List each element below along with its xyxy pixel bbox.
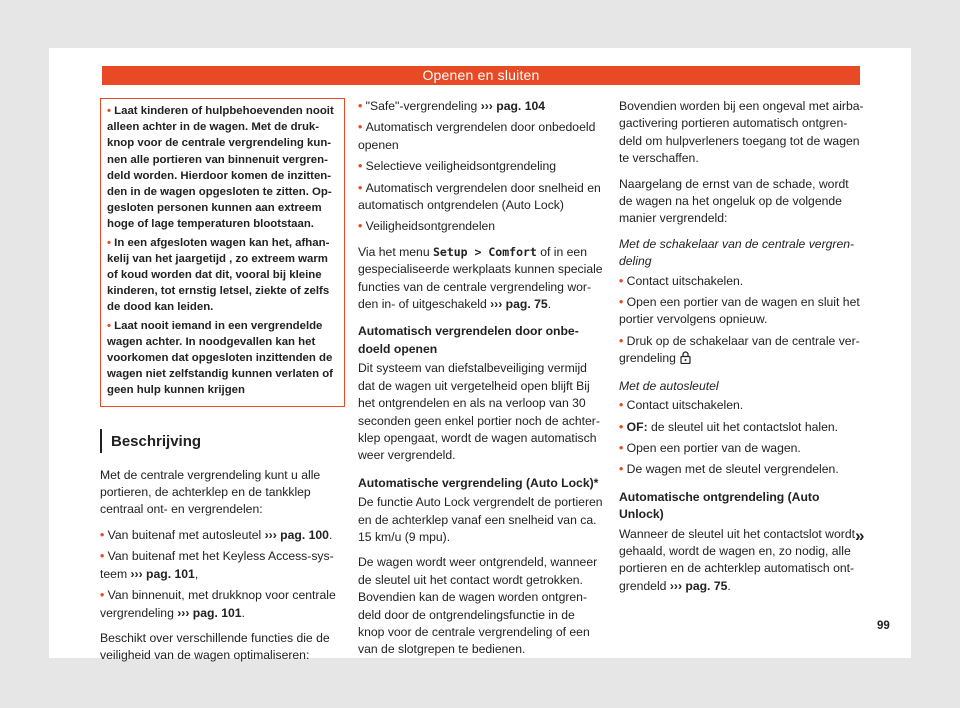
list-item: • Open een portier van de wagen. (619, 440, 801, 455)
menu-path: Setup > Comfort (432, 244, 537, 259)
page-header-title: Openen en sluiten (102, 66, 860, 85)
page-reference-link[interactable]: ››› pag. 75 (669, 578, 728, 593)
list-item: • Automatisch vergrendelen door snelheid en automatisch ontgrendelen (Auto Lock) (358, 180, 601, 213)
manual-page (49, 48, 911, 663)
page-reference-link[interactable]: ››› pag. 100 (264, 527, 329, 542)
italic-heading: Met de schakelaar van de centrale vergrendeling (619, 236, 855, 269)
list-item: • Druk op de schakelaar van de centrale vergrendeling (619, 333, 864, 370)
lock-icon (680, 351, 691, 369)
list-item: • Van buitenaf met autosleutel ››› pag. 100. (100, 527, 333, 542)
list-item: • De wagen met de sleutel vergrendelen. (619, 462, 839, 477)
subheading: Automatische vergrendeling (Auto Lock)* (358, 475, 599, 490)
menu-paragraph: Via het menu Setup > Comfort of in een gespecialiseerde werkplaats kunnen speciale functies van de centrale vergrendeling worden in- of uitgeschakeld ››› pag. 75. (358, 244, 603, 312)
outro-paragraph: Beschikt over verschillende functies die de veiligheid van de wagen optimaliseren: (100, 630, 330, 663)
paragraph: Wanneer de sleutel uit het contactslot wordt gehaald, wordt de wagen en, zo nodig, alle portieren en de achterklep automatisch ontgrendeld ››› pag. 75. (619, 526, 855, 593)
warning-item: • In een afgesloten wagen kan het, afhankelij van het jaargetijd , zo extreem warm of koud worden dat dit, vooral bij kleine kinderen, tot ernstig letsel, ziekte of zelfs de dood kan leiden. (107, 236, 330, 314)
paragraph: Dit systeem van diefstalbeveiliging vermijd dat de wagen uit vergetelheid open blijft Bij het ontgrendelen en als na verloop van 30 seconden geen enkel portier noch de achterklep opengaat, wordt de wagen automatisch weer vergrendeld. (358, 361, 600, 463)
list-item: • OF: de sleutel uit het contactslot halen. (619, 419, 839, 434)
italic-heading: Met de autosleutel (619, 378, 719, 393)
page-reference-link[interactable]: ››› pag. 75 (490, 297, 548, 312)
list-item: • Contact uitschakelen. (619, 273, 744, 288)
page-reference-link[interactable]: ››› pag. 101 (130, 566, 195, 581)
list-item: • Automatisch vergrendelen door onbedoeld openen (358, 120, 596, 152)
list-item: • Van binnenuit, met drukknop voor centrale vergrendeling ››› pag. 101. (100, 588, 336, 620)
subheading: Automatische ontgrendeling (Auto Unlock) (619, 489, 820, 522)
paragraph: De wagen wordt weer ontgrendeld, wanneer de sleutel uit het contact wordt getrokken. Bovendien kan de wagen worden ontgrendeld door de ontgrendelingsfunctie in de knop voor de centrale vergrendeling of een van de slotgrepen te bedienen. (358, 555, 598, 657)
intro-paragraph: Met de centrale vergrendeling kunt u alle portieren, de achterklep en de tankklep centraal ont- en vergrendelen: (100, 467, 321, 517)
page-reference-link[interactable]: ››› pag. 104 (480, 99, 546, 113)
column-2 (358, 98, 603, 667)
warning-item: • Laat kinderen of hulpbehoevenden nooit alleen achter in de wagen. Met de drukknop voor de centrale vergrendeling kunnen alle portieren van binnenuit vergrendeld worden. Hierdoor komen de inzittenden in de wagen opgesloten te zitten. Opgesloten personen kunnen aan extreem hoge of lage temperaturen blootstaan. (107, 105, 334, 231)
list-item: • Veiligheidsontgrendelen (358, 219, 496, 234)
list-item: • "Safe"-vergrendeling ››› pag. 104 (358, 99, 546, 113)
column-3 (619, 98, 864, 603)
paragraph: De functie Auto Lock vergrendelt de portieren en de achterklep vanaf een snelheid van ca. 15 km/u (9 mpu). (358, 495, 603, 544)
continue-arrow-icon: » (855, 526, 865, 545)
section-title: Beschrijving (100, 429, 345, 453)
warning-item: • Laat nooit iemand in een vergrendelde wagen achter. In noodgevallen kan het voorkomen dat opgesloten inzittenden de wagen niet zelfstandig kunnen verlaten of geen hulp kunnen krijgen (107, 319, 333, 397)
page-reference-link[interactable]: ››› pag. 101 (177, 605, 242, 620)
warning-box (100, 98, 345, 407)
list-item: • Open een portier van de wagen en sluit het portier vervolgens opnieuw. (619, 295, 860, 327)
paragraph: Naargelang de ernst van de schade, wordt de wagen na het ongeluk op de volgende manier vergrendeld: (619, 176, 849, 226)
list-item: • Van buitenaf met het Keyless Access-systeem ››› pag. 101, (100, 549, 334, 581)
column-1 (100, 98, 345, 673)
page-number: 99 (877, 620, 890, 632)
paragraph: Bovendien worden bij een ongeval met airbagactivering portieren automatisch ontgrendeld om hulpverleners toegang tot de wagen te verschaffen. (619, 99, 864, 166)
list-item: • Selectieve veiligheidsontgrendeling (358, 159, 557, 174)
list-item: • Contact uitschakelen. (619, 398, 744, 413)
subheading: Automatisch vergrendelen door onbedoeld openen (358, 324, 579, 356)
